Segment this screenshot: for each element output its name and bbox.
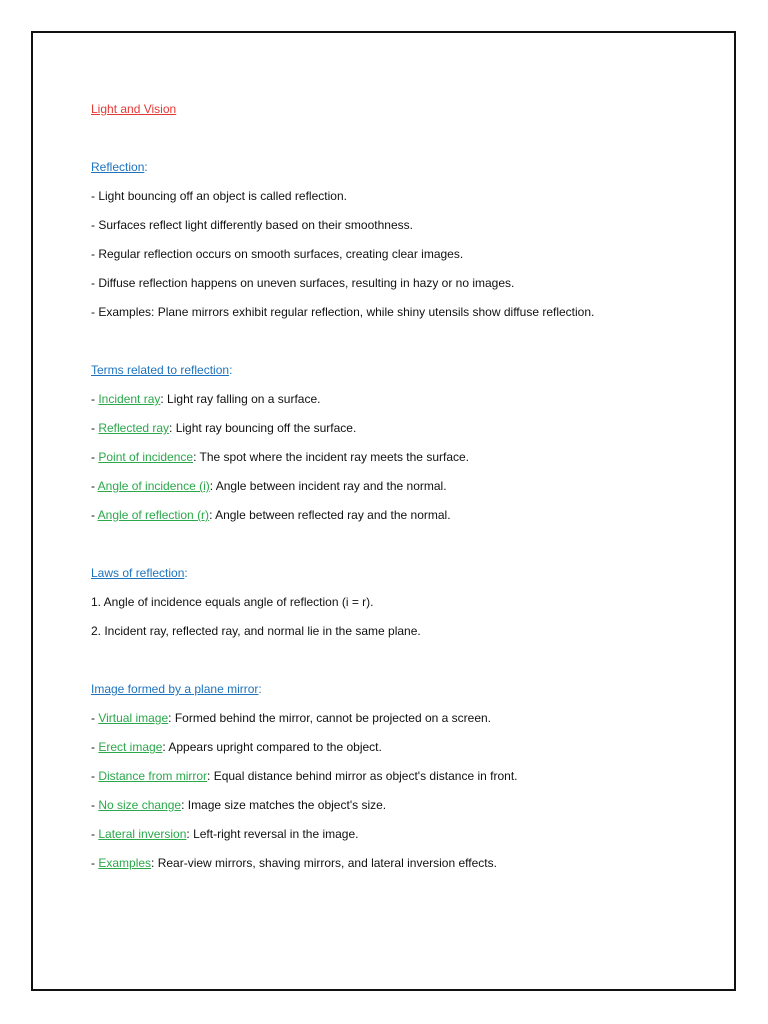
list-item-term: Examples — [98, 856, 152, 870]
section-heading-text: Terms related to reflection — [91, 363, 230, 377]
list-item-bullet: - — [91, 421, 99, 435]
list-item-term: Virtual image — [98, 711, 169, 725]
list-item — [91, 704, 714, 733]
list-item — [91, 762, 714, 791]
list-item — [91, 849, 714, 878]
document-content — [91, 95, 714, 878]
section-heading-colon: : — [144, 160, 148, 174]
spacer — [91, 124, 714, 153]
list-item-term: Incident ray — [98, 392, 161, 406]
document-title: Light and Vision — [91, 102, 177, 116]
list-item-bullet: - — [91, 798, 99, 812]
list-item — [91, 820, 714, 849]
list-item — [91, 240, 714, 269]
list-item-bullet: - — [91, 247, 99, 261]
section-heading — [91, 356, 714, 385]
list-item-bullet: - — [91, 305, 99, 319]
list-item — [91, 443, 714, 472]
list-item-text: : Left-right reversal in the image. — [186, 827, 359, 841]
list-item-term: Point of incidence — [98, 450, 194, 464]
section-heading — [91, 675, 714, 704]
list-item — [91, 385, 714, 414]
list-item-bullet: - — [91, 769, 99, 783]
list-item-text: : Equal distance behind mirror as object's distance in front. — [207, 769, 518, 783]
section-heading-text: Laws of reflection — [91, 566, 185, 580]
list-item-text: Regular reflection occurs on smooth surfaces, creating clear images. — [98, 247, 464, 261]
section-heading-colon: : — [258, 682, 262, 696]
section-heading-colon: : — [229, 363, 233, 377]
list-item — [91, 791, 714, 820]
list-item-bullet: - — [91, 508, 98, 522]
list-item-text: 2. Incident ray, reflected ray, and normal lie in the same plane. — [91, 624, 421, 638]
list-item-term: Angle of reflection (r) — [97, 508, 210, 522]
list-item — [91, 617, 714, 646]
list-item-text: Examples: Plane mirrors exhibit regular reflection, while shiny utensils show diffuse reflection. — [98, 305, 595, 319]
list-item-text: : Light ray falling on a surface. — [160, 392, 321, 406]
list-item-text: : The spot where the incident ray meets the surface. — [193, 450, 470, 464]
section-heading-text: Image formed by a plane mirror — [91, 682, 259, 696]
list-item-text: 1. Angle of incidence equals angle of reflection (i = r). — [91, 595, 374, 609]
section-heading-text: Reflection — [91, 160, 145, 174]
list-item-bullet: - — [91, 450, 99, 464]
section-heading — [91, 559, 714, 588]
list-item-text: : Rear-view mirrors, shaving mirrors, and lateral inversion effects. — [151, 856, 497, 870]
list-item-text: : Formed behind the mirror, cannot be projected on a screen. — [168, 711, 492, 725]
list-item-text: : Angle between reflected ray and the normal. — [209, 508, 451, 522]
list-item — [91, 211, 714, 240]
list-item-term: Lateral inversion — [98, 827, 187, 841]
list-item-text: Surfaces reflect light differently based on their smoothness. — [98, 218, 413, 232]
list-item-text: : Angle between incident ray and the normal. — [209, 479, 447, 493]
list-item — [91, 472, 714, 501]
list-item-bullet: - — [91, 827, 99, 841]
list-item-text: : Appears upright compared to the object. — [162, 740, 382, 754]
list-item-term: Reflected ray — [98, 421, 170, 435]
document-title-line — [91, 95, 714, 124]
spacer — [91, 530, 714, 559]
list-item — [91, 269, 714, 298]
list-item-term: Distance from mirror — [98, 769, 208, 783]
list-item — [91, 733, 714, 762]
spacer — [91, 327, 714, 356]
list-item-bullet: - — [91, 479, 98, 493]
section-heading-colon: : — [184, 566, 188, 580]
list-item-bullet: - — [91, 740, 99, 754]
list-item-bullet: - — [91, 856, 99, 870]
list-item-term: Angle of incidence (i) — [97, 479, 210, 493]
list-item — [91, 182, 714, 211]
list-item-text: Light bouncing off an object is called reflection. — [98, 189, 347, 203]
list-item — [91, 501, 714, 530]
list-item-text: : Image size matches the object's size. — [181, 798, 387, 812]
list-item-bullet: - — [91, 711, 99, 725]
section-heading — [91, 153, 714, 182]
list-item-bullet: - — [91, 392, 99, 406]
list-item-text: Diffuse reflection happens on uneven surfaces, resulting in hazy or no images. — [98, 276, 515, 290]
list-item — [91, 414, 714, 443]
list-item-bullet: - — [91, 189, 99, 203]
sections-container — [91, 153, 714, 878]
document-page — [31, 31, 736, 991]
list-item-term: Erect image — [98, 740, 163, 754]
list-item-text: : Light ray bouncing off the surface. — [169, 421, 357, 435]
list-item — [91, 298, 714, 327]
list-item-bullet: - — [91, 218, 99, 232]
list-item — [91, 588, 714, 617]
spacer — [91, 646, 714, 675]
list-item-bullet: - — [91, 276, 99, 290]
list-item-term: No size change — [98, 798, 182, 812]
